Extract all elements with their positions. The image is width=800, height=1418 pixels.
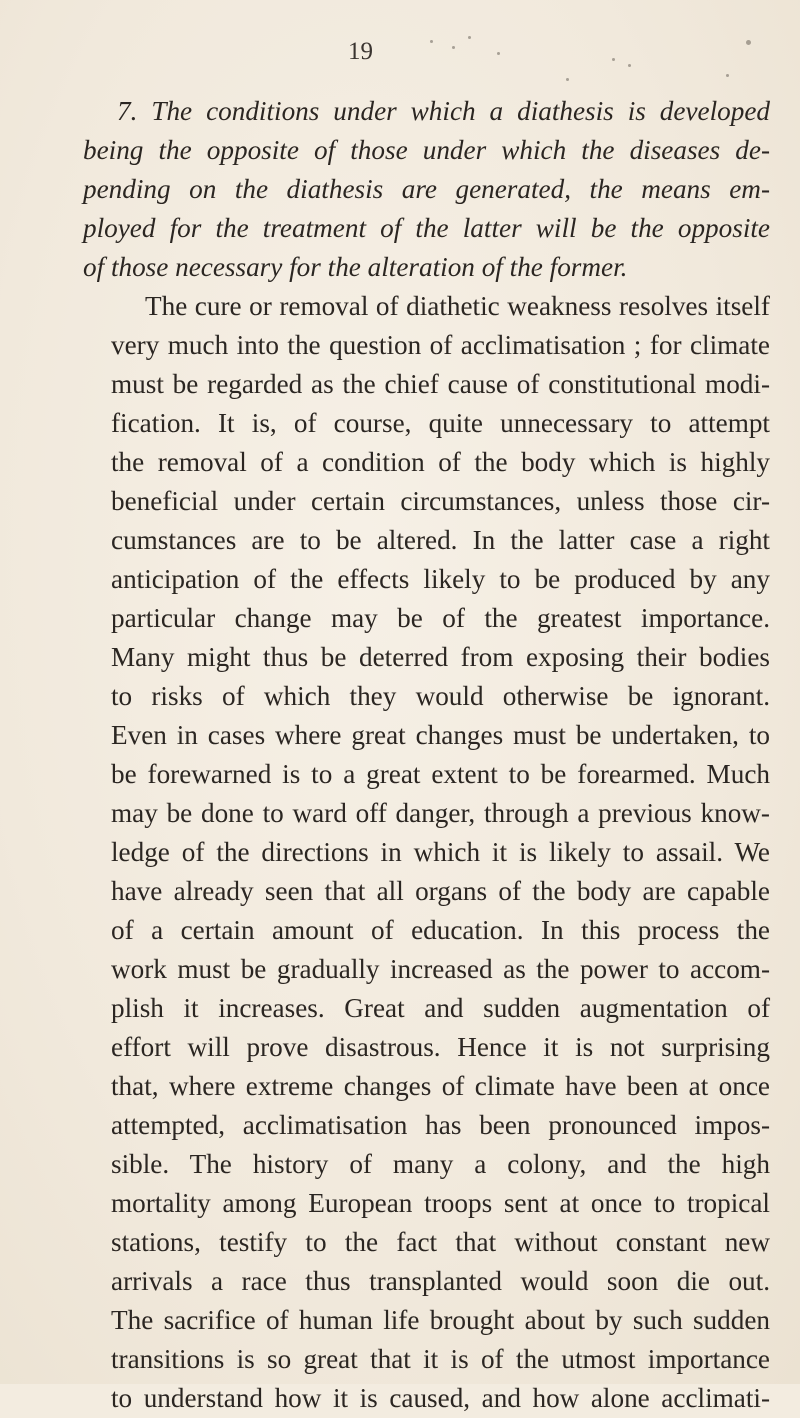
- heading-line: ployed for the treatment of the latter will be the opposite: [83, 213, 770, 243]
- body-line: the removal of a condition of the body which is highly: [111, 447, 770, 477]
- body-line: to risks of which they would otherwise be ignorant.: [111, 681, 770, 711]
- speckle: [452, 46, 455, 49]
- page-text: [83, 92, 770, 1418]
- body-line: beneficial under certain circumstances, unless those cir-: [111, 486, 770, 516]
- body-line: very much into the question of acclimatisation ; for climate: [111, 330, 770, 360]
- body-line: mortality among European troops sent at once to tropical: [111, 1188, 770, 1218]
- heading-line: of those necessary for the alteration of the former.: [83, 252, 628, 282]
- body-line: may be done to ward off danger, through a previous know-: [111, 798, 770, 828]
- speckle: [497, 52, 500, 55]
- body-line: that, where extreme changes of climate have been at once: [111, 1071, 770, 1101]
- speckle: [430, 40, 433, 43]
- body-line: The sacrifice of human life brought about by such sudden: [111, 1305, 770, 1335]
- speckle: [746, 40, 751, 45]
- body-line: Many might thus be deterred from exposing their bodies: [111, 642, 770, 672]
- body-line: be forewarned is to a great extent to be forearmed. Much: [111, 759, 770, 789]
- body-line: to understand how it is caused, and how alone acclimati-: [111, 1383, 770, 1413]
- heading-line: being the opposite of those under which the diseases de-: [83, 135, 770, 165]
- body-line: cumstances are to be altered. In the latter case a right: [111, 525, 770, 555]
- body-line: stations, testify to the fact that without constant new: [111, 1227, 770, 1257]
- heading-line: 7. The conditions under which a diathesis is developed: [117, 96, 770, 126]
- body-line: have already seen that all organs of the body are capable: [111, 876, 770, 906]
- body-line: Even in cases where great changes must be undertaken, to: [111, 720, 770, 750]
- body-line: particular change may be of the greatest importance.: [111, 603, 770, 633]
- body-line: arrivals a race thus transplanted would soon die out.: [111, 1266, 770, 1296]
- body-line: fication. It is, of course, quite unnecessary to attempt: [111, 408, 770, 438]
- body-line: The cure or removal of diathetic weakness resolves itself: [145, 291, 770, 321]
- body-line: ledge of the directions in which it is likely to assail. We: [111, 837, 770, 867]
- page-number: 19: [348, 38, 373, 65]
- body-line: sible. The history of many a colony, and the high: [111, 1149, 770, 1179]
- body-line: attempted, acclimatisation has been pronounced impos-: [111, 1110, 770, 1140]
- body-paragraph: [83, 287, 770, 1418]
- body-line: plish it increases. Great and sudden augmentation of: [111, 993, 770, 1023]
- body-line: of a certain amount of education. In this process the: [111, 915, 770, 945]
- heading-line: pending on the diathesis are generated, the means em-: [83, 174, 770, 204]
- body-line: must be regarded as the chief cause of constitutional modi-: [111, 369, 770, 399]
- body-line: anticipation of the effects likely to be produced by any: [111, 564, 770, 594]
- speckle: [566, 78, 569, 81]
- body-line: effort will prove disastrous. Hence it is not surprising: [111, 1032, 770, 1062]
- speckle: [468, 36, 471, 39]
- speckle: [612, 58, 615, 61]
- body-line: transitions is so great that it is of the utmost importance: [111, 1344, 770, 1374]
- speckle: [628, 64, 631, 67]
- body-line: work must be gradually increased as the power to accom-: [111, 954, 770, 984]
- speckle: [726, 74, 729, 77]
- heading-paragraph: [83, 92, 770, 287]
